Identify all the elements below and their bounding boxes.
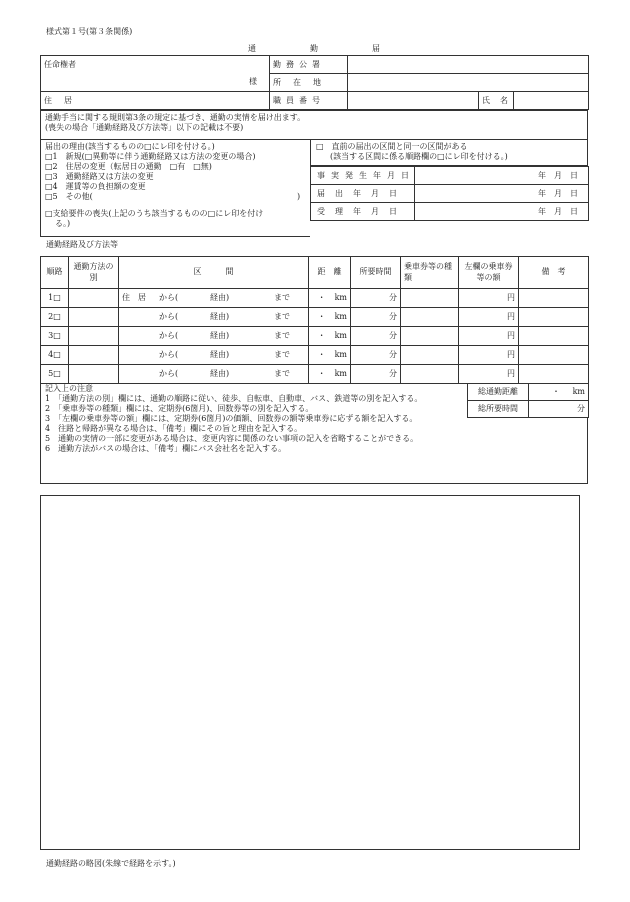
route-fare[interactable]: 円	[459, 327, 519, 346]
route-section[interactable]	[119, 346, 309, 365]
reason-item-4[interactable]: □4 運賃等の負担額の変更	[45, 182, 146, 191]
route-ticket-type[interactable]	[401, 327, 459, 346]
workplace-field[interactable]	[348, 56, 589, 74]
filing-date-label: 届出年月日	[311, 185, 415, 203]
distance-header: 距 離	[309, 257, 351, 289]
route-fare[interactable]: 円	[459, 346, 519, 365]
route-via: 経由)	[210, 312, 230, 321]
note-3: 3 「左欄の乗車券等の額」欄には、定期券(6箇月)の価額、回数券の額等乗車券に応ずる額を記入する。	[45, 414, 418, 423]
address-cell[interactable]	[41, 92, 270, 110]
previous-section-box[interactable]	[310, 139, 588, 166]
total-distance-field[interactable]	[529, 384, 589, 401]
route-via: 経由)	[210, 369, 230, 378]
receipt-date-label: 受理年月日	[311, 203, 415, 221]
staff-number-label: 職員番号	[270, 92, 348, 110]
table-row	[41, 346, 589, 365]
route-table-header	[41, 257, 589, 289]
route-order[interactable]: 5□	[41, 365, 69, 384]
table-row	[41, 289, 589, 308]
reason-item-3[interactable]: □3 通勤経路又は方法の変更	[45, 172, 154, 181]
appointer-suffix: 様	[249, 77, 257, 86]
fact-date-label: 事実発生年月日	[311, 167, 415, 185]
route-distance-dot: ・	[317, 293, 326, 302]
route-time[interactable]: 分	[351, 289, 401, 308]
name-field[interactable]	[514, 92, 589, 110]
fact-date-value[interactable]: 年 月 日	[415, 167, 589, 185]
total-time-unit: 分	[577, 404, 585, 413]
note-6: 6 通勤方法がバスの場合は、「備考」欄にバス会社名を記入する。	[45, 444, 287, 453]
route-from: から(	[159, 331, 179, 340]
route-remarks[interactable]	[519, 308, 589, 327]
route-order[interactable]: 2□	[41, 308, 69, 327]
table-row	[41, 327, 589, 346]
table-row	[41, 365, 589, 384]
notice-box	[40, 110, 588, 139]
route-remarks[interactable]	[519, 346, 589, 365]
route-ticket-type[interactable]	[401, 308, 459, 327]
route-table	[40, 256, 589, 384]
route-from: から(	[159, 293, 179, 302]
date-table	[310, 166, 589, 221]
route-from: から(	[159, 350, 179, 359]
route-to: まで	[274, 350, 290, 359]
route-ticket-type[interactable]	[401, 289, 459, 308]
previous-section-line-1: □ 直前の届出の区間と同一の区間がある	[316, 142, 468, 151]
route-from: から(	[159, 312, 179, 321]
reason-title: 届出の理由(該当するものの□にレ印を付ける。)	[45, 142, 215, 151]
route-time[interactable]: 分	[351, 327, 401, 346]
route-section[interactable]	[119, 289, 309, 308]
route-distance-unit: km	[334, 312, 347, 321]
route-time[interactable]: 分	[351, 365, 401, 384]
route-heading: 通勤経路及び方法等	[46, 240, 118, 249]
fare-header: 左欄の乗車券等の額	[459, 257, 519, 289]
route-method[interactable]	[69, 289, 119, 308]
route-distance[interactable]	[309, 346, 351, 365]
notice-line-2: (喪失の場合「通勤経路及び方法等」以下の記載は不要)	[45, 123, 244, 132]
route-order[interactable]: 3□	[41, 327, 69, 346]
remarks-header: 備 考	[519, 257, 589, 289]
route-method[interactable]	[69, 365, 119, 384]
reason-box	[40, 139, 310, 237]
route-section[interactable]	[119, 327, 309, 346]
order-header: 順路	[41, 257, 69, 289]
totals-table	[467, 383, 589, 418]
name-label: 氏名	[479, 92, 514, 110]
notes-box	[40, 383, 467, 484]
route-distance-unit: km	[334, 350, 347, 359]
route-fare[interactable]: 円	[459, 365, 519, 384]
loss-line-2: る。)	[55, 219, 71, 228]
route-time[interactable]: 分	[351, 346, 401, 365]
route-via: 経由)	[210, 331, 230, 340]
route-distance[interactable]	[309, 327, 351, 346]
route-distance-dot: ・	[317, 369, 326, 378]
route-via: 経由)	[210, 350, 230, 359]
route-to: まで	[274, 331, 290, 340]
route-remarks[interactable]	[519, 365, 589, 384]
route-from: から(	[159, 369, 179, 378]
route-distance-dot: ・	[317, 350, 326, 359]
reason-item-5-row[interactable]	[45, 192, 306, 202]
ticket-type-header: 乗車券等の種類	[401, 257, 459, 289]
total-time-field[interactable]	[529, 401, 589, 418]
method-header: 通勤方法の別	[69, 257, 119, 289]
total-time-label: 総所要時間	[468, 401, 529, 418]
form-number: 様式第１号(第３条関係)	[46, 27, 133, 36]
note-2: 2 「乗車券等の種類」欄には、定期券(6箇月)、回数券等の別を記入する。	[45, 404, 314, 413]
total-distance-dot: ・	[552, 387, 561, 396]
page-title: 通勤届	[248, 44, 434, 53]
note-1: 1 「通勤方法の別」欄には、通勤の順路に従い、徒歩、自転車、自動車、バス、鉄道等の別を記入する。	[45, 394, 423, 403]
route-distance[interactable]	[309, 289, 351, 308]
route-fare[interactable]: 円	[459, 289, 519, 308]
notice-line-1: 通勤手当に関する規則第3条の規定に基づき、通勤の実情を届け出ます。	[45, 113, 306, 122]
route-section[interactable]	[119, 308, 309, 327]
reason-item-5: □5 その他(	[45, 192, 93, 201]
filing-date-value[interactable]: 年 月 日	[415, 185, 589, 203]
route-order[interactable]: 4□	[41, 346, 69, 365]
route-method[interactable]	[69, 327, 119, 346]
reason-item-2[interactable]: □2 住居の変更（転居日の通勤 □有 □無)	[45, 162, 212, 171]
reason-item-5-close: )	[297, 192, 301, 201]
route-distance-unit: km	[334, 293, 347, 302]
route-time[interactable]: 分	[351, 308, 401, 327]
route-to: まで	[274, 312, 290, 321]
total-distance-unit: km	[572, 387, 585, 396]
table-row	[41, 308, 589, 327]
workplace-label: 勤務公署	[270, 56, 348, 74]
total-distance-label: 総通勤距離	[468, 384, 529, 401]
route-method[interactable]	[69, 346, 119, 365]
section-header: 区 間	[119, 257, 309, 289]
loss-line-1[interactable]: □支給要件の喪失(上記のうち該当するものの□にレ印を付け	[45, 209, 264, 218]
notes-title: 記入上の注意	[45, 384, 93, 393]
appointer-cell[interactable]	[41, 56, 270, 92]
route-via: 経由)	[210, 293, 230, 302]
header-table	[40, 55, 589, 110]
route-distance-unit: km	[334, 331, 347, 340]
location-field[interactable]	[348, 74, 589, 92]
previous-section-line-2: (該当する区間に係る順路欄の□にレ印を付ける。)	[330, 152, 508, 161]
route-method[interactable]	[69, 308, 119, 327]
route-distance-unit: km	[334, 369, 347, 378]
location-label: 所在地	[270, 74, 348, 92]
receipt-date-value[interactable]: 年 月 日	[415, 203, 589, 221]
route-distance-dot: ・	[317, 331, 326, 340]
route-fare[interactable]: 円	[459, 308, 519, 327]
route-distance[interactable]	[309, 365, 351, 384]
time-header: 所要時間	[351, 257, 401, 289]
map-caption: 通勤経路の略図(朱線で経路を示す。)	[46, 859, 176, 868]
route-section[interactable]	[119, 365, 309, 384]
reason-item-1[interactable]: □1 新規(□異動等に伴う通勤経路又は方法の変更の場合)	[45, 152, 256, 161]
staff-number-field[interactable]	[348, 92, 479, 110]
appointer-label: 任命権者	[44, 60, 76, 69]
route-distance[interactable]	[309, 308, 351, 327]
address-label: 住居	[44, 95, 84, 105]
route-remarks[interactable]	[519, 327, 589, 346]
route-ticket-type[interactable]	[401, 365, 459, 384]
route-remarks[interactable]	[519, 289, 589, 308]
route-map-area[interactable]	[40, 495, 580, 850]
route-order[interactable]: 1□	[41, 289, 69, 308]
note-4: 4 往路と帰路が異なる場合は、「備考」欄にその旨と理由を記入する。	[45, 424, 303, 433]
route-to: まで	[274, 369, 290, 378]
totals-blank-area	[467, 417, 588, 484]
route-ticket-type[interactable]	[401, 346, 459, 365]
route-to: まで	[274, 293, 290, 302]
route-distance-dot: ・	[317, 312, 326, 321]
note-5: 5 通勤の実情の一部に変更がある場合は、変更内容に関係のない事項の記入を省略することができる。	[45, 434, 419, 443]
route-residence: 住 居	[122, 293, 146, 302]
